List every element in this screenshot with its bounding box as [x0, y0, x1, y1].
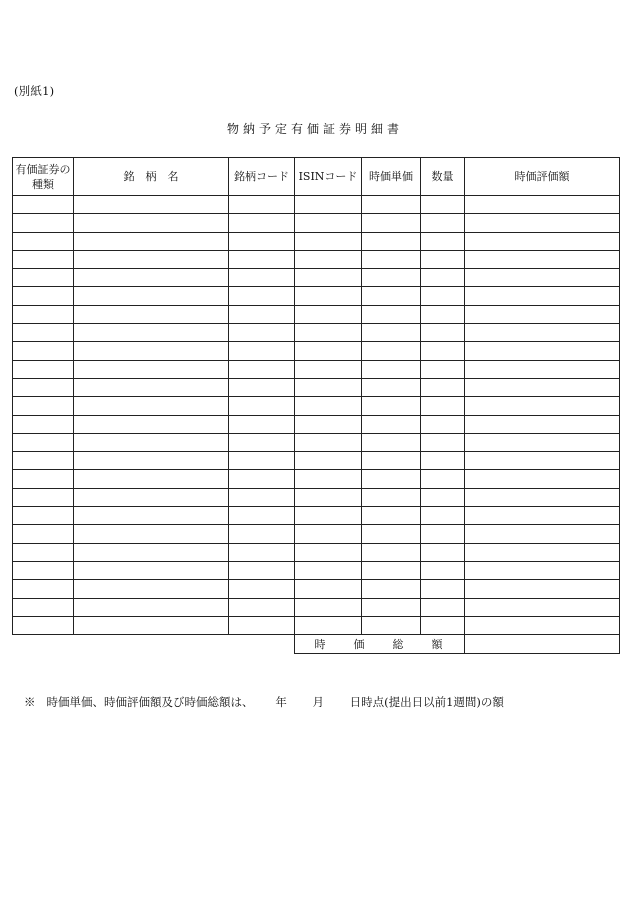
cell-name[interactable] — [74, 196, 229, 214]
cell-type[interactable] — [13, 616, 74, 634]
cell-name[interactable] — [74, 561, 229, 579]
cell-name[interactable] — [74, 488, 229, 506]
cell-quantity[interactable] — [421, 415, 465, 433]
cell-valuation[interactable] — [465, 397, 620, 415]
cell-isin[interactable] — [295, 250, 362, 268]
cell-unit-price[interactable] — [362, 433, 421, 451]
cell-name[interactable] — [74, 269, 229, 287]
table-row — [13, 470, 620, 488]
table-row — [13, 324, 620, 342]
cell-quantity[interactable] — [421, 360, 465, 378]
cell-isin[interactable] — [295, 415, 362, 433]
cell-valuation[interactable] — [465, 580, 620, 598]
note-text-before: 時価単価、時価評価額及び時価総額は、 — [46, 695, 254, 709]
cell-quantity[interactable] — [421, 250, 465, 268]
cell-quantity[interactable] — [421, 470, 465, 488]
cell-unit-price[interactable] — [362, 324, 421, 342]
cell-valuation[interactable] — [465, 232, 620, 250]
cell-code[interactable] — [229, 616, 295, 634]
cell-unit-price[interactable] — [362, 342, 421, 360]
cell-isin[interactable] — [295, 543, 362, 561]
header-quantity: 数量 — [421, 158, 465, 196]
cell-quantity[interactable] — [421, 342, 465, 360]
cell-valuation[interactable] — [465, 269, 620, 287]
cell-code[interactable] — [229, 507, 295, 525]
cell-name[interactable] — [74, 433, 229, 451]
cell-code[interactable] — [229, 232, 295, 250]
cell-quantity[interactable] — [421, 543, 465, 561]
cell-name[interactable] — [74, 507, 229, 525]
cell-name[interactable] — [74, 232, 229, 250]
header-issue-name: 銘 柄 名 — [74, 158, 229, 196]
cell-type[interactable] — [13, 269, 74, 287]
cell-quantity[interactable] — [421, 196, 465, 214]
cell-quantity[interactable] — [421, 378, 465, 396]
cell-unit-price[interactable] — [362, 305, 421, 323]
cell-quantity[interactable] — [421, 305, 465, 323]
cell-code[interactable] — [229, 470, 295, 488]
cell-quantity[interactable] — [421, 488, 465, 506]
cell-valuation[interactable] — [465, 324, 620, 342]
cell-type[interactable] — [13, 250, 74, 268]
cell-isin[interactable] — [295, 525, 362, 543]
cell-quantity[interactable] — [421, 580, 465, 598]
cell-isin[interactable] — [295, 616, 362, 634]
cell-code[interactable] — [229, 378, 295, 396]
cell-type[interactable] — [13, 580, 74, 598]
cell-type[interactable] — [13, 232, 74, 250]
cell-code[interactable] — [229, 397, 295, 415]
cell-type[interactable] — [13, 287, 74, 305]
header-unit-price: 時価単価 — [362, 158, 421, 196]
cell-unit-price[interactable] — [362, 525, 421, 543]
table-row — [13, 433, 620, 451]
table-row — [13, 598, 620, 616]
header-security-type: 有価証券の種類 — [13, 158, 74, 196]
cell-unit-price[interactable] — [362, 470, 421, 488]
cell-code[interactable] — [229, 433, 295, 451]
table-row — [13, 580, 620, 598]
table-header-row — [13, 158, 620, 196]
table-row — [13, 287, 620, 305]
cell-quantity[interactable] — [421, 452, 465, 470]
cell-valuation[interactable] — [465, 415, 620, 433]
cell-valuation[interactable] — [465, 214, 620, 232]
table-row — [13, 196, 620, 214]
cell-isin[interactable] — [295, 561, 362, 579]
cell-type[interactable] — [13, 452, 74, 470]
cell-isin[interactable] — [295, 269, 362, 287]
cell-quantity[interactable] — [421, 616, 465, 634]
table-row — [13, 488, 620, 506]
cell-type[interactable] — [13, 378, 74, 396]
cell-unit-price[interactable] — [362, 196, 421, 214]
cell-isin[interactable] — [295, 324, 362, 342]
cell-valuation[interactable] — [465, 561, 620, 579]
cell-unit-price[interactable] — [362, 232, 421, 250]
table-row — [13, 305, 620, 323]
table-row — [13, 250, 620, 268]
header-valuation: 時価評価額 — [465, 158, 620, 196]
cell-quantity[interactable] — [421, 433, 465, 451]
cell-unit-price[interactable] — [362, 507, 421, 525]
cell-type[interactable] — [13, 196, 74, 214]
cell-name[interactable] — [74, 214, 229, 232]
cell-code[interactable] — [229, 452, 295, 470]
cell-type[interactable] — [13, 507, 74, 525]
cell-code[interactable] — [229, 269, 295, 287]
note-year: 年 — [275, 695, 287, 709]
cell-isin[interactable] — [295, 580, 362, 598]
cell-valuation[interactable] — [465, 287, 620, 305]
cell-isin[interactable] — [295, 342, 362, 360]
cell-name[interactable] — [74, 305, 229, 323]
cell-unit-price[interactable] — [362, 378, 421, 396]
cell-unit-price[interactable] — [362, 214, 421, 232]
cell-quantity[interactable] — [421, 598, 465, 616]
cell-code[interactable] — [229, 598, 295, 616]
cell-valuation[interactable] — [465, 360, 620, 378]
cell-code[interactable] — [229, 250, 295, 268]
cell-code[interactable] — [229, 360, 295, 378]
cell-name[interactable] — [74, 378, 229, 396]
cell-name[interactable] — [74, 580, 229, 598]
cell-valuation[interactable] — [465, 305, 620, 323]
cell-quantity[interactable] — [421, 287, 465, 305]
cell-type[interactable] — [13, 470, 74, 488]
cell-unit-price[interactable] — [362, 269, 421, 287]
table-row — [13, 525, 620, 543]
table-row — [13, 507, 620, 525]
cell-valuation[interactable] — [465, 507, 620, 525]
cell-unit-price[interactable] — [362, 561, 421, 579]
cell-quantity[interactable] — [421, 269, 465, 287]
table-row — [13, 452, 620, 470]
cell-type[interactable] — [13, 397, 74, 415]
cell-name[interactable] — [74, 470, 229, 488]
header-issue-code: 銘柄コード — [229, 158, 295, 196]
cell-type[interactable] — [13, 324, 74, 342]
cell-name[interactable] — [74, 525, 229, 543]
cell-code[interactable] — [229, 214, 295, 232]
cell-isin[interactable] — [295, 196, 362, 214]
cell-valuation[interactable] — [465, 433, 620, 451]
table-row — [13, 397, 620, 415]
note-month: 月 — [312, 695, 324, 709]
cell-type[interactable] — [13, 415, 74, 433]
cell-valuation[interactable] — [465, 525, 620, 543]
cell-unit-price[interactable] — [362, 580, 421, 598]
cell-valuation[interactable] — [465, 470, 620, 488]
cell-type[interactable] — [13, 342, 74, 360]
cell-name[interactable] — [74, 342, 229, 360]
cell-name[interactable] — [74, 287, 229, 305]
cell-name[interactable] — [74, 397, 229, 415]
cell-code[interactable] — [229, 324, 295, 342]
cell-name[interactable] — [74, 415, 229, 433]
table-row — [13, 616, 620, 634]
cell-unit-price[interactable] — [362, 488, 421, 506]
cell-type[interactable] — [13, 525, 74, 543]
cell-type[interactable] — [13, 561, 74, 579]
cell-valuation[interactable] — [465, 378, 620, 396]
cell-name[interactable] — [74, 324, 229, 342]
cell-code[interactable] — [229, 580, 295, 598]
cell-name[interactable] — [74, 360, 229, 378]
cell-unit-price[interactable] — [362, 598, 421, 616]
cell-code[interactable] — [229, 543, 295, 561]
table-row — [13, 342, 620, 360]
cell-isin[interactable] — [295, 232, 362, 250]
table-row — [13, 378, 620, 396]
cell-name[interactable] — [74, 452, 229, 470]
cell-valuation[interactable] — [465, 598, 620, 616]
cell-isin[interactable] — [295, 598, 362, 616]
table-row — [13, 269, 620, 287]
attachment-label: (別紙1) — [14, 84, 55, 98]
cell-code[interactable] — [229, 196, 295, 214]
cell-unit-price[interactable] — [362, 415, 421, 433]
cell-name[interactable] — [74, 543, 229, 561]
cell-type[interactable] — [13, 433, 74, 451]
total-label: 時 価 総 額 — [295, 635, 465, 654]
cell-type[interactable] — [13, 598, 74, 616]
cell-name[interactable] — [74, 598, 229, 616]
cell-isin[interactable] — [295, 360, 362, 378]
cell-valuation[interactable] — [465, 196, 620, 214]
cell-type[interactable] — [13, 214, 74, 232]
cell-isin[interactable] — [295, 397, 362, 415]
table-row — [13, 214, 620, 232]
table-body — [13, 196, 620, 635]
cell-name[interactable] — [74, 250, 229, 268]
cell-quantity[interactable] — [421, 324, 465, 342]
cell-isin[interactable] — [295, 488, 362, 506]
cell-isin[interactable] — [295, 452, 362, 470]
cell-unit-price[interactable] — [362, 287, 421, 305]
securities-table — [12, 157, 620, 654]
cell-code[interactable] — [229, 488, 295, 506]
cell-valuation[interactable] — [465, 250, 620, 268]
total-row — [13, 635, 620, 654]
cell-quantity[interactable] — [421, 214, 465, 232]
cell-name[interactable] — [74, 616, 229, 634]
cell-code[interactable] — [229, 287, 295, 305]
cell-code[interactable] — [229, 342, 295, 360]
cell-isin[interactable] — [295, 214, 362, 232]
cell-code[interactable] — [229, 305, 295, 323]
cell-type[interactable] — [13, 305, 74, 323]
cell-isin[interactable] — [295, 507, 362, 525]
total-row-spacer — [13, 635, 295, 654]
cell-isin[interactable] — [295, 287, 362, 305]
cell-isin[interactable] — [295, 433, 362, 451]
cell-valuation[interactable] — [465, 488, 620, 506]
cell-unit-price[interactable] — [362, 250, 421, 268]
cell-type[interactable] — [13, 543, 74, 561]
table-row — [13, 360, 620, 378]
header-isin-code: ISINコード — [295, 158, 362, 196]
footnote — [24, 694, 504, 710]
cell-code[interactable] — [229, 415, 295, 433]
table-row — [13, 415, 620, 433]
cell-unit-price[interactable] — [362, 543, 421, 561]
document-title: 物納予定有価証券明細書 — [226, 122, 403, 136]
note-mark: ※ — [24, 695, 36, 709]
cell-quantity[interactable] — [421, 397, 465, 415]
note-text-after: 日時点(提出日以前1週間)の額 — [349, 695, 504, 709]
cell-type[interactable] — [13, 360, 74, 378]
table-row — [13, 561, 620, 579]
cell-unit-price[interactable] — [362, 452, 421, 470]
total-value-cell[interactable] — [465, 635, 620, 654]
cell-unit-price[interactable] — [362, 397, 421, 415]
cell-type[interactable] — [13, 488, 74, 506]
cell-quantity[interactable] — [421, 525, 465, 543]
table-row — [13, 232, 620, 250]
cell-valuation[interactable] — [465, 452, 620, 470]
cell-valuation[interactable] — [465, 616, 620, 634]
cell-isin[interactable] — [295, 305, 362, 323]
cell-quantity[interactable] — [421, 507, 465, 525]
cell-isin[interactable] — [295, 378, 362, 396]
cell-isin[interactable] — [295, 470, 362, 488]
table-row — [13, 543, 620, 561]
cell-code[interactable] — [229, 561, 295, 579]
cell-quantity[interactable] — [421, 561, 465, 579]
cell-unit-price[interactable] — [362, 360, 421, 378]
cell-quantity[interactable] — [421, 232, 465, 250]
cell-code[interactable] — [229, 525, 295, 543]
cell-valuation[interactable] — [465, 342, 620, 360]
cell-valuation[interactable] — [465, 543, 620, 561]
cell-unit-price[interactable] — [362, 616, 421, 634]
